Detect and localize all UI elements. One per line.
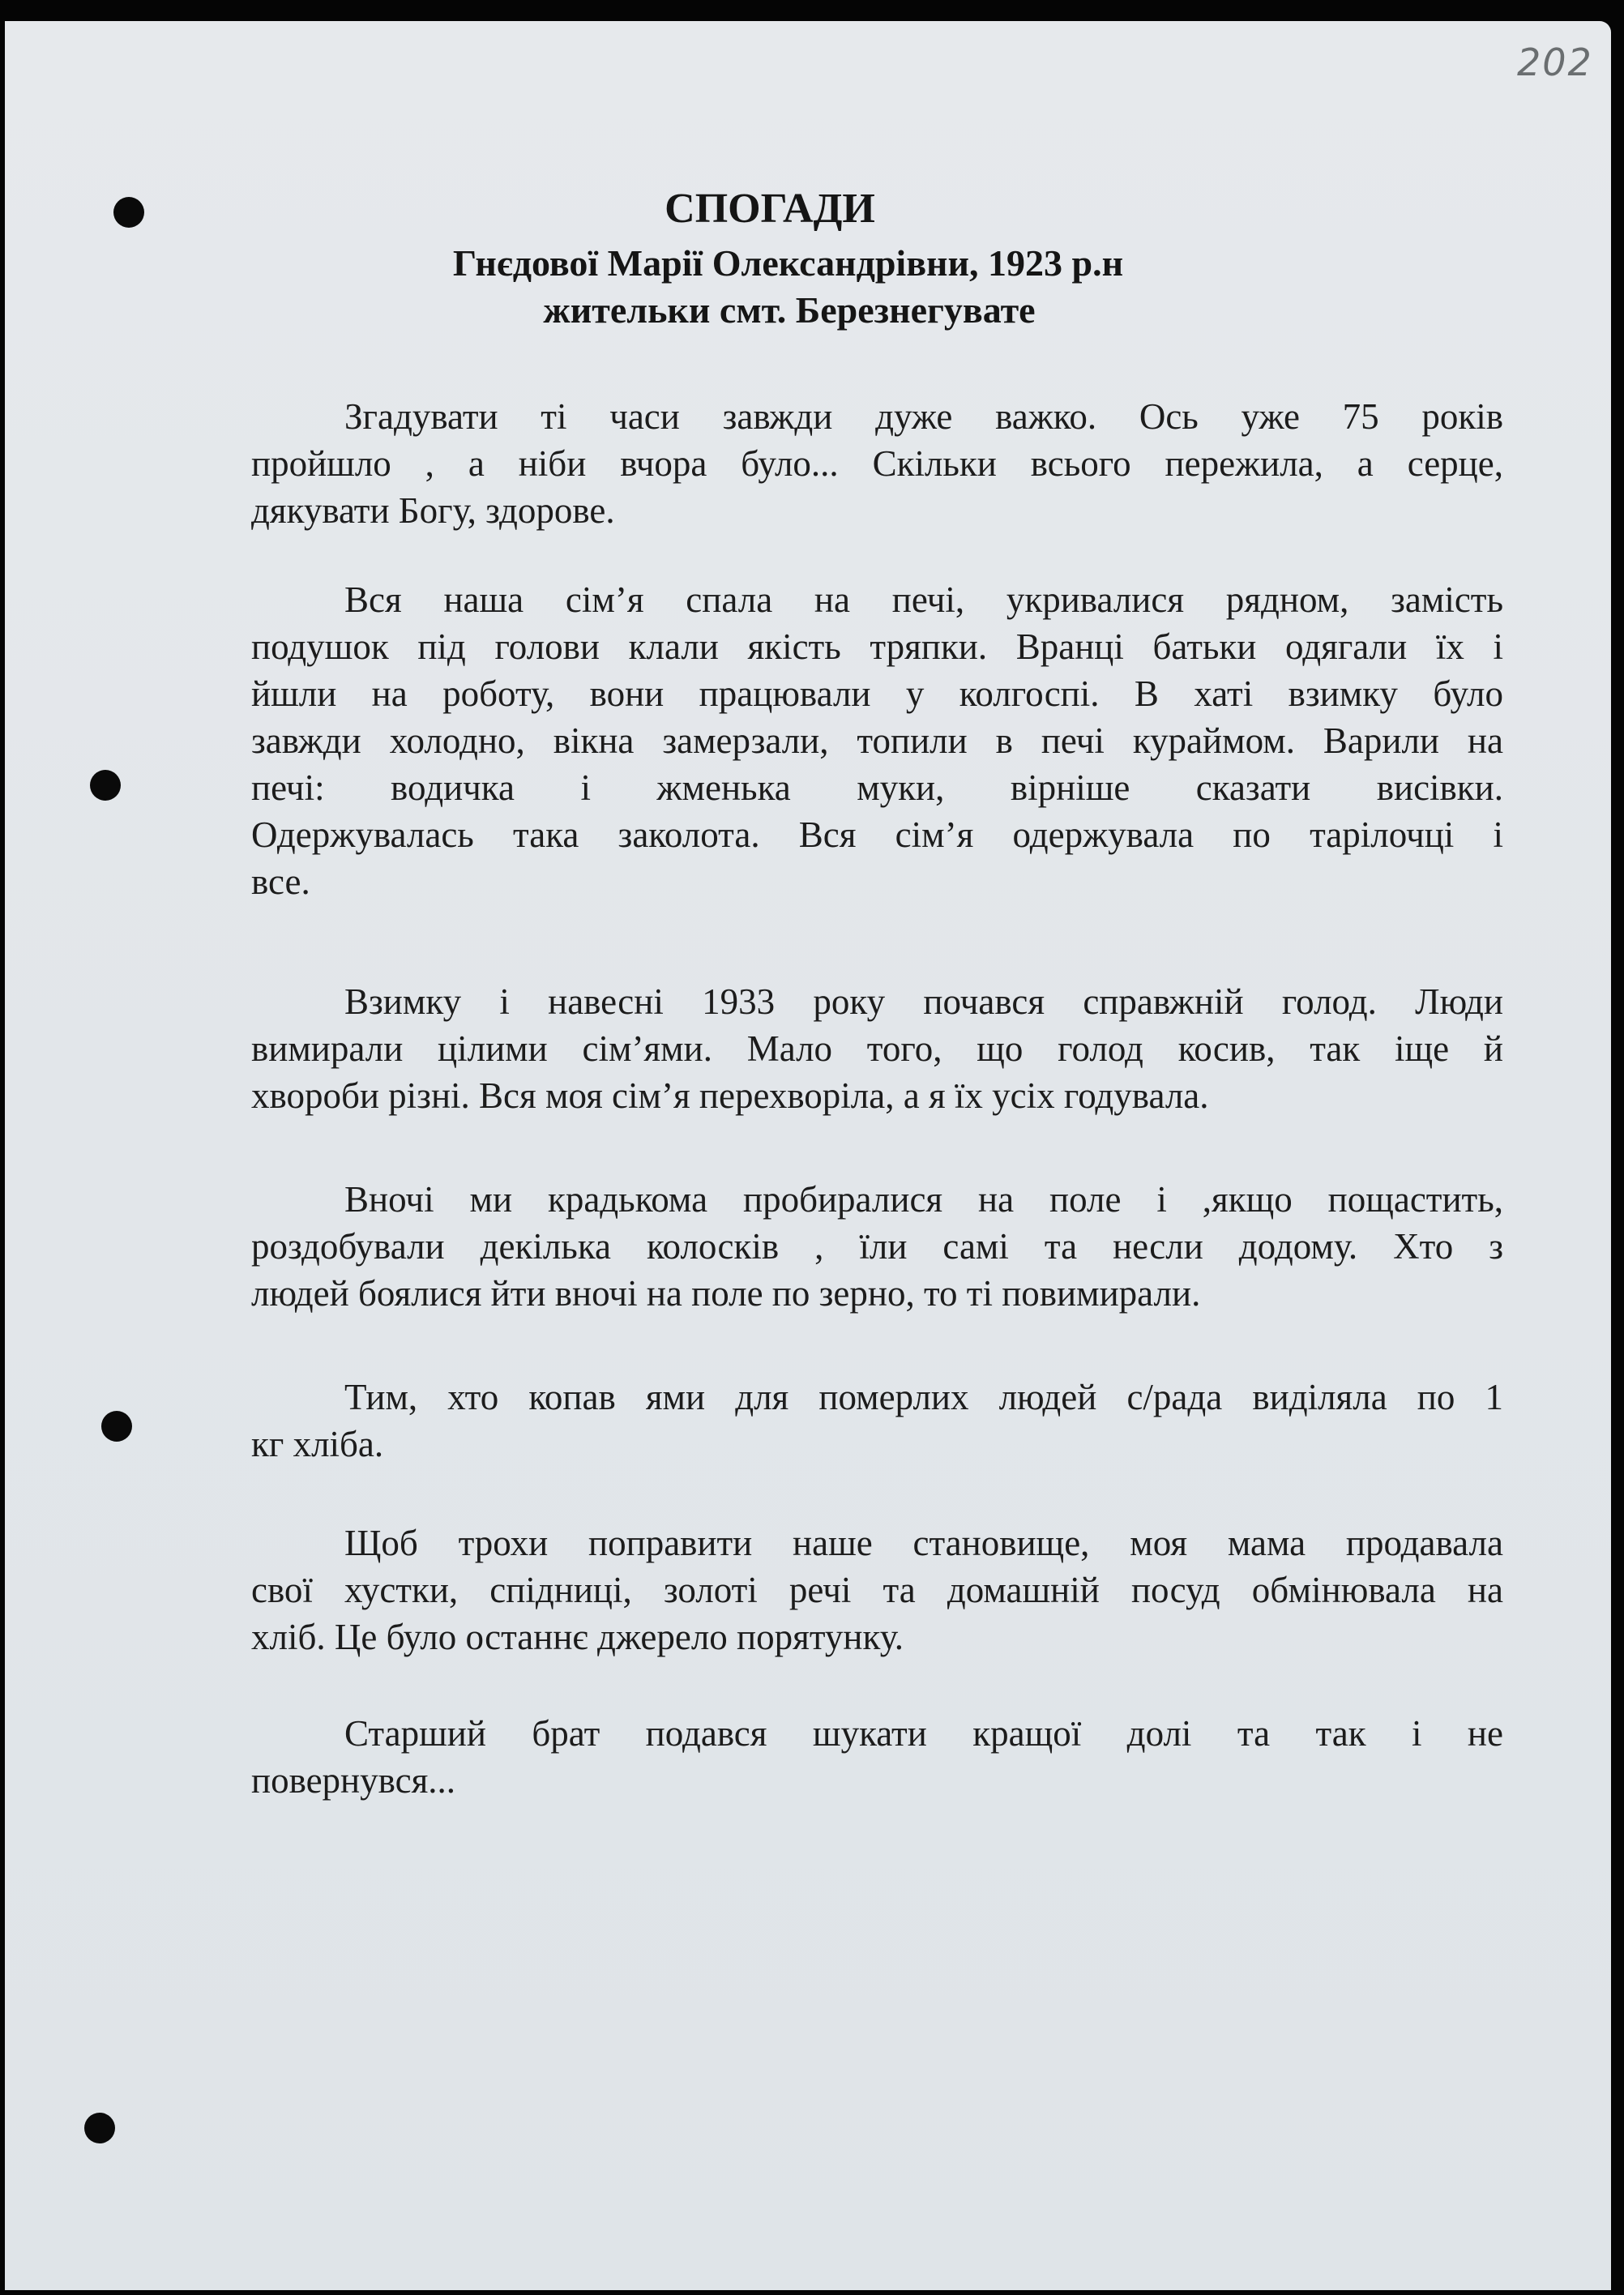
paragraph: [251, 1374, 1503, 1468]
document-page: [5, 21, 1611, 2290]
text-line: хліб. Це було останнє джерело порятунку.: [251, 1617, 904, 1657]
document-title: СПОГАДИ: [665, 186, 875, 232]
text-line: Вночі ми крадькома пробиралися на поле і ,якщо пощастить,: [344, 1179, 1503, 1220]
text-line: пройшло , а ніби вчора було... Скільки всього пережила, а серце,: [251, 443, 1503, 484]
text-line: Тим, хто копав ями для померлих людей с/рада виділяла по 1: [344, 1377, 1503, 1417]
paragraph: [251, 1176, 1503, 1317]
paragraph: [251, 978, 1503, 1119]
text-line: кг хліба.: [251, 1424, 384, 1464]
paragraph: [251, 393, 1503, 534]
text-line: хвороби різні. Вся моя сім’я перехворіла, а я їх усіх годувала.: [251, 1075, 1209, 1116]
text-line: роздобували декілька колосків , їли самі та несли додому. Хто з: [251, 1226, 1503, 1267]
text-line: дякувати Богу, здорове.: [251, 490, 615, 531]
punch-hole: [90, 770, 121, 801]
punch-hole: [101, 1411, 132, 1442]
text-line: печі: водичка і жменька муки, вірніше сказати висівки.: [251, 767, 1503, 808]
text-line: вимирали цілими сім’ями. Мало того, що голод косив, так іще й: [251, 1028, 1503, 1069]
text-line: йшли на роботу, вони працювали у колгоспі. В хаті взимку було: [251, 673, 1503, 714]
text-line: Одержувалась така заколота. Вся сім’я одержувала по тарілочці і: [251, 814, 1503, 855]
punch-hole: [84, 2113, 115, 2143]
paragraph: [251, 576, 1503, 905]
text-line: Щоб трохи поправити наше становище, моя мама продавала: [344, 1523, 1503, 1563]
text-line: свої хустки, спідниці, золоті речі та домашній посуд обмінювала на: [251, 1570, 1503, 1610]
text-line: людей боялися йти вночі на поле по зерно, то ті повимирали.: [251, 1273, 1201, 1314]
text-line: подушок під голови клали якість тряпки. Вранці батьки одягали їх і: [251, 626, 1503, 667]
text-line: Взимку і навесні 1933 року почався справжній голод. Люди: [344, 981, 1503, 1022]
text-line: Згадувати ті часи завжди дуже важко. Ось уже 75 років: [344, 396, 1503, 437]
text-line: завжди холодно, вікна замерзали, топили в печі кураймом. Варили на: [251, 720, 1503, 761]
document-subtitle-name: Гнєдової Марії Олександрівни, 1923 р.н: [452, 242, 1124, 284]
handwritten-page-number: 202: [1517, 41, 1593, 84]
text-line: Вся наша сім’я спала на печі, укривалися рядном, замість: [344, 579, 1503, 620]
text-line: все.: [251, 861, 310, 902]
text-line: повернувся...: [251, 1760, 456, 1801]
document-subtitle-residence: жительки смт. Березнегувате: [543, 289, 1036, 331]
paragraph: [251, 1519, 1503, 1660]
text-line: Старший брат подався шукати кращої долі та так і не: [344, 1713, 1503, 1754]
paragraph: [251, 1710, 1503, 1804]
